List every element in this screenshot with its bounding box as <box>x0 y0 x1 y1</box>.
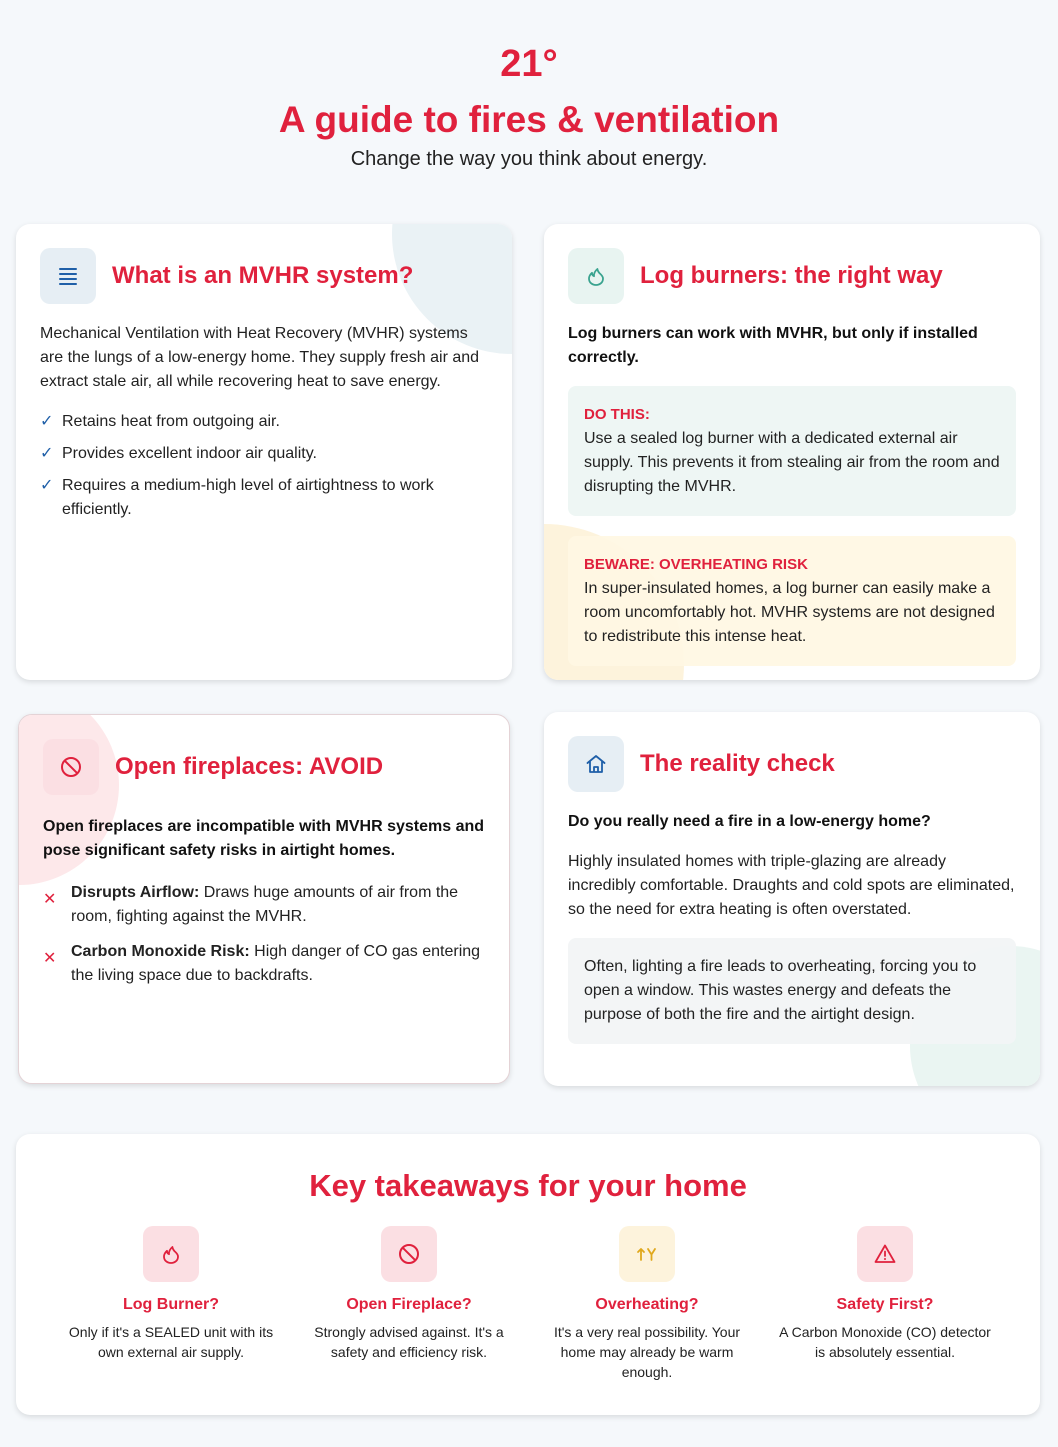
cross-icon: ✕ <box>43 891 57 908</box>
check-icon: ✓ <box>40 413 54 430</box>
takeaway-text: Only if it's a SEALED unit with its own external air supply. <box>68 1324 274 1360</box>
open-fireplaces-card <box>18 714 510 1084</box>
list-item: ✓ Retains heat from outgoing air. <box>40 410 488 434</box>
prohibited-icon <box>43 739 99 795</box>
prohibited-icon <box>381 1226 437 1282</box>
list-item: ✕ Disrupts Airflow: Draws huge amounts of air from the room, fighting against the MVHR. <box>43 881 485 929</box>
open-fireplaces-title: Open fireplaces: AVOID <box>115 753 384 780</box>
cross-icon: ✕ <box>43 950 57 967</box>
log-burners-card <box>544 224 1040 680</box>
takeaway-title: Log Burner? <box>123 1296 219 1313</box>
list-item: ✕ Carbon Monoxide Risk: High danger of CO gas entering the living space due to backdrafts. <box>43 940 485 988</box>
takeaway-text: It's a very real possibility. Your home may already be warm enough. <box>553 1324 741 1380</box>
warning-triangle-icon <box>857 1226 913 1282</box>
list-item: ✓ Requires a medium-high level of airtightness to work efficiently. <box>40 474 488 522</box>
flame-icon <box>143 1226 199 1282</box>
beware-label: BEWARE: OVERHEATING RISK <box>584 556 808 573</box>
reality-check-note: Often, lighting a fire leads to overheating, forcing you to open a window. This wastes energy and defeats the purpose of both the fire and the airtight design. <box>568 938 1016 1044</box>
flame-icon <box>568 248 624 304</box>
takeaway-text: A Carbon Monoxide (CO) detector is absolutely essential. <box>779 1324 991 1360</box>
log-burners-title: Log burners: the right way <box>640 262 943 289</box>
reality-check-card <box>544 712 1040 1086</box>
takeaway-item <box>766 1226 1004 1382</box>
mvhr-card <box>16 224 512 680</box>
mvhr-title: What is an MVHR system? <box>112 262 414 289</box>
takeaway-item <box>290 1226 528 1382</box>
takeaways-card <box>16 1134 1040 1415</box>
list-item: ✓ Provides excellent indoor air quality. <box>40 442 488 466</box>
ventilation-lines-icon <box>40 248 96 304</box>
mvhr-description: Mechanical Ventilation with Heat Recovery (MVHR) systems are the lungs of a low-energy home. They supply fresh air and extract stale air, all while recovering heat to save energy. <box>40 325 480 390</box>
check-icon: ✓ <box>40 445 54 462</box>
page-subtitle: Change the way you think about energy. <box>350 148 708 170</box>
risks-list <box>43 881 485 988</box>
page-title: A guide to fires & ventilation <box>278 99 780 140</box>
log-burners-intro: Log burners can work with MVHR, but only if installed correctly. <box>568 325 978 366</box>
reality-check-question: Do you really need a fire in a low-energy home? <box>568 813 931 830</box>
takeaway-item <box>52 1226 290 1382</box>
takeaway-title: Safety First? <box>836 1296 934 1313</box>
page-header <box>0 0 1058 171</box>
takeaway-item <box>528 1226 766 1382</box>
beware-text: In super-insulated homes, a log burner can easily make a room uncomfortably hot. MVHR systems are not designed to redistribute this intense heat. <box>584 580 995 645</box>
do-this-text: Use a sealed log burner with a dedicated external air supply. This prevents it from stealing air from the room and disrupting the MVHR. <box>584 430 1000 495</box>
do-this-box <box>568 386 1016 516</box>
reality-check-body: Highly insulated homes with triple-glazing are already incredibly comfortable. Draughts and cold spots are eliminated, so the need for extra heating is often overstated. <box>568 853 1015 918</box>
open-fireplaces-intro: Open fireplaces are incompatible with MVHR systems and pose significant safety risks in airtight homes. <box>43 818 485 859</box>
takeaway-title: Overheating? <box>595 1296 699 1313</box>
do-this-label: DO THIS: <box>584 406 650 423</box>
beware-box <box>568 536 1016 666</box>
house-icon <box>568 736 624 792</box>
takeaways-title: Key takeaways for your home <box>309 1168 747 1203</box>
brand-logo: 21° <box>500 43 558 85</box>
takeaway-title: Open Fireplace? <box>346 1296 472 1313</box>
mvhr-benefits-list <box>40 410 488 522</box>
check-icon: ✓ <box>40 477 54 494</box>
temperature-up-icon <box>619 1226 675 1282</box>
reality-check-title: The reality check <box>640 750 835 777</box>
takeaways-grid <box>52 1226 1004 1382</box>
takeaway-text: Strongly advised against. It's a safety and efficiency risk. <box>314 1324 504 1360</box>
